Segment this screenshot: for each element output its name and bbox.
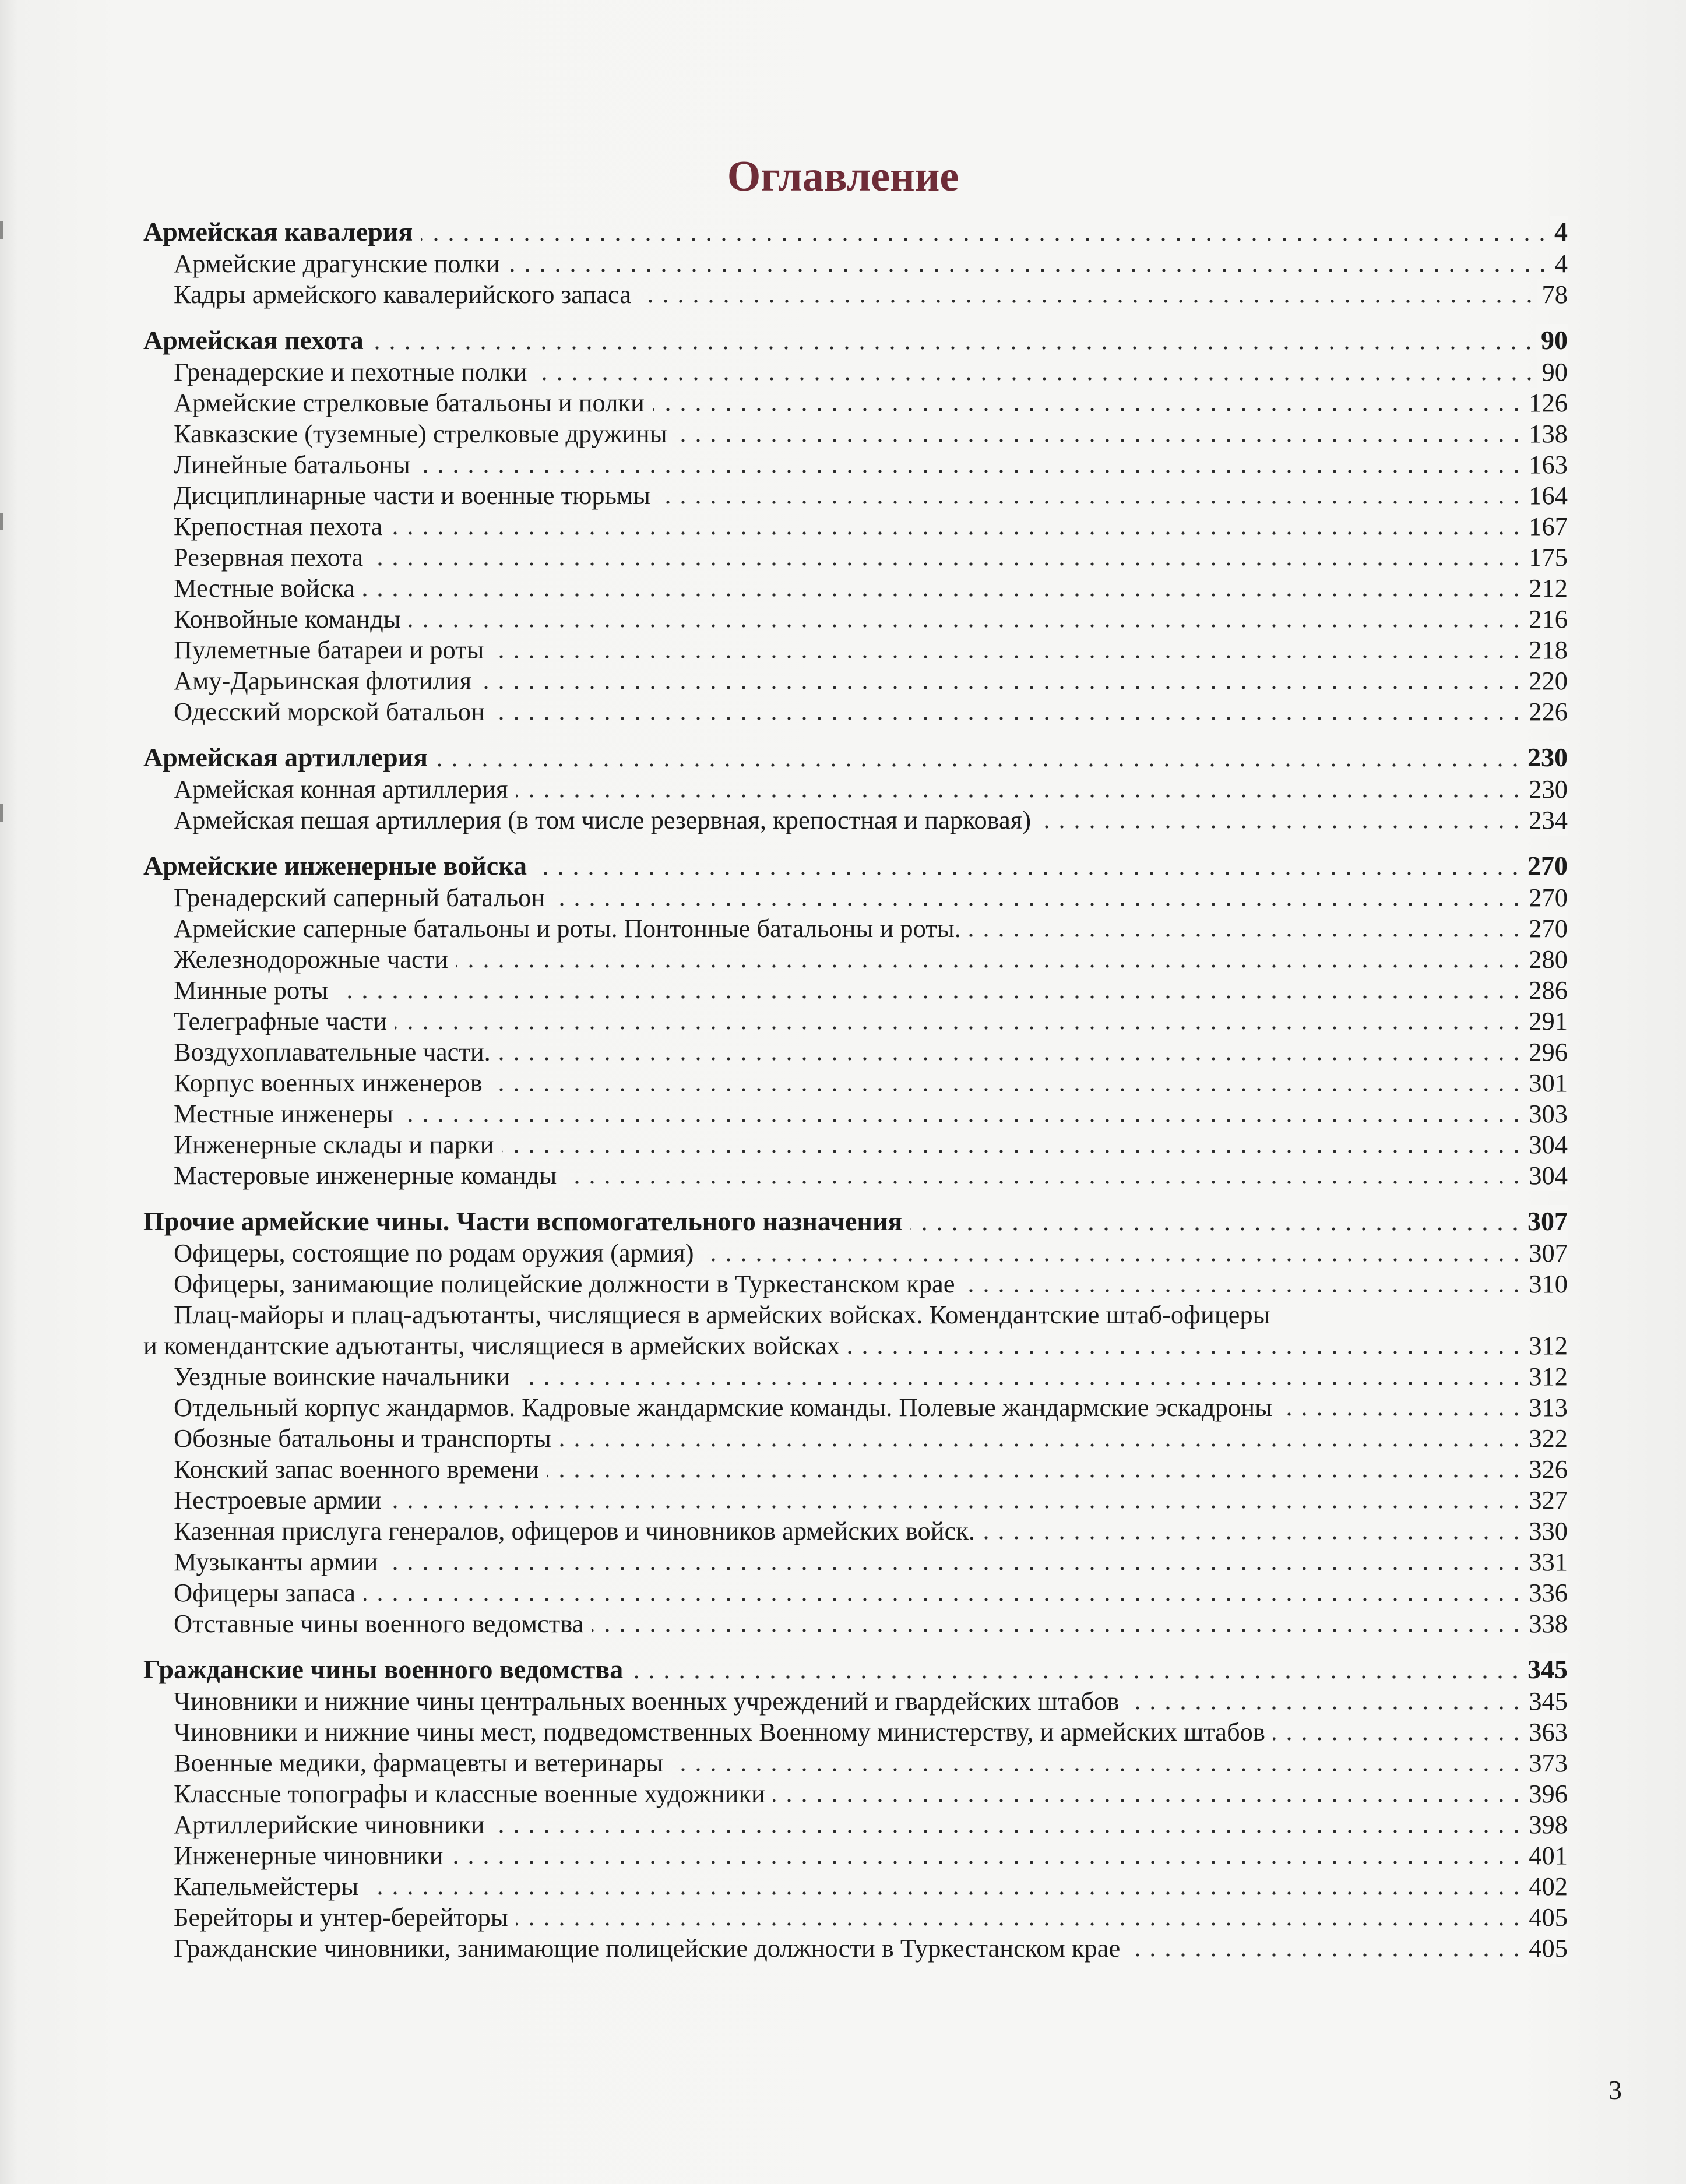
toc-page-number: 304 (1524, 1160, 1568, 1191)
toc-page-number: 338 (1524, 1608, 1568, 1639)
dot-leader (363, 542, 1524, 573)
toc-page-number: 398 (1524, 1809, 1568, 1840)
dot-leader (1265, 1717, 1524, 1748)
toc-entry[interactable] (143, 1902, 1568, 1933)
dot-leader (694, 1238, 1524, 1269)
toc-entry[interactable] (143, 248, 1568, 279)
dot-leader (428, 741, 1523, 774)
toc-page-number: 373 (1524, 1748, 1568, 1778)
toc-entry-label: Минные роты (174, 975, 329, 1005)
toc-entry-label: Чиновники и нижние чины центральных военных учреждений и гвардейских штабов (174, 1686, 1120, 1716)
toc-entry[interactable] (143, 1361, 1568, 1392)
toc-page-number: 280 (1524, 944, 1568, 975)
dot-leader (401, 604, 1524, 635)
dot-leader (491, 1037, 1524, 1068)
toc-entry[interactable] (143, 1933, 1568, 1964)
toc-page-number: 270 (1524, 882, 1568, 913)
toc-entry[interactable] (143, 357, 1568, 388)
toc-entry[interactable] (143, 542, 1568, 573)
dot-leader (551, 1423, 1524, 1454)
dot-leader (583, 1608, 1524, 1639)
toc-entry-label: Мастеровые инженерные команды (174, 1161, 557, 1190)
dot-leader (902, 1205, 1523, 1238)
toc-entry-label: Армейские драгунские полки (174, 249, 500, 278)
toc-entry[interactable] (143, 1037, 1568, 1068)
toc-page-number: 345 (1524, 1686, 1568, 1717)
toc-entry-label: Уездные воинские начальники (174, 1362, 510, 1391)
toc-entry[interactable] (143, 1748, 1568, 1778)
toc-entry-label: Офицеры, занимающие полицейские должности в Туркестанском крае (174, 1269, 955, 1298)
dot-leader (955, 1269, 1524, 1299)
toc-page-number: 312 (1524, 1361, 1568, 1392)
toc-section (143, 1205, 1568, 1639)
toc-entry-label: Офицеры, состоящие по родам оружия (армия) (174, 1238, 694, 1267)
toc-page-number: 4 (1550, 216, 1568, 248)
toc-section (143, 216, 1568, 310)
toc-page-number: 216 (1524, 604, 1568, 635)
toc-entry-label: Армейская пехота (143, 325, 364, 355)
dot-leader (483, 1068, 1524, 1098)
dot-leader (381, 1485, 1524, 1516)
toc-entry-label: Обозные батальоны и транспорты (174, 1424, 551, 1453)
toc-section (143, 741, 1568, 836)
toc-entry[interactable] (143, 1098, 1568, 1129)
toc-page-number: 396 (1524, 1778, 1568, 1809)
toc-section-heading[interactable] (143, 216, 1568, 248)
dot-leader (545, 882, 1524, 913)
toc-entry-label: Нестроевые армии (174, 1485, 382, 1514)
dot-leader (623, 1653, 1523, 1686)
dot-leader (961, 913, 1524, 944)
toc-page-number: 218 (1524, 635, 1568, 665)
toc-entry-label: Казенная прислуга генералов, офицеров и чиновников армейских войск. (174, 1516, 976, 1545)
toc-page-number: 163 (1524, 449, 1568, 480)
toc-entry[interactable] (143, 1485, 1568, 1516)
dot-leader (650, 480, 1524, 511)
toc-entry[interactable] (143, 1577, 1568, 1608)
toc-page-number: 322 (1524, 1423, 1568, 1454)
toc-entry-label: Офицеры запаса (174, 1578, 355, 1607)
dot-leader (484, 635, 1524, 665)
toc-entry-label: Инженерные чиновники (174, 1841, 444, 1870)
toc-entry-label: Конский запас военного времени (174, 1454, 540, 1484)
toc-entry-label: Аму-Дарьинская флотилия (174, 666, 472, 695)
toc-entry-label: Пулеметные батареи и роты (174, 635, 484, 664)
toc-entry[interactable] (143, 480, 1568, 511)
toc-entry[interactable] (143, 1840, 1568, 1871)
toc-page-number: 363 (1524, 1717, 1568, 1748)
toc-section (143, 1653, 1568, 1964)
toc-entry-label: Телеграфные части (174, 1006, 388, 1035)
toc-entry-label: Отставные чины военного ведомства (174, 1609, 584, 1638)
toc-entry[interactable] (143, 573, 1568, 604)
toc-entry-label: Гражданские чины военного ведомства (143, 1654, 624, 1684)
toc-page-number: 78 (1537, 279, 1568, 310)
toc-entry-label: Железнодорожные части (174, 945, 448, 974)
dot-leader (485, 1809, 1524, 1840)
toc-entry-label: Крепостная пехота (174, 512, 383, 541)
toc-page-number: 4 (1550, 248, 1568, 279)
dot-leader (364, 324, 1536, 357)
toc-entry[interactable] (143, 975, 1568, 1006)
toc-page-number: 307 (1523, 1205, 1568, 1238)
toc-entry-label: Армейская пешая артиллерия (в том числе резервная, крепостная и парковая) (174, 805, 1032, 834)
toc-page-number: 326 (1524, 1454, 1568, 1485)
page-title: Оглавление (727, 153, 959, 200)
table-of-contents (143, 216, 1568, 1978)
toc-entry-label: Капельмейстеры (174, 1872, 359, 1901)
toc-entry-continuation[interactable] (143, 1330, 1568, 1361)
toc-page-number: 167 (1524, 511, 1568, 542)
dot-leader (494, 1129, 1524, 1160)
dot-leader (410, 449, 1524, 480)
toc-entry-label: Берейторы и унтер-берейторы (174, 1903, 508, 1932)
toc-entry-label: Армейская артиллерия (143, 742, 428, 772)
dot-leader (667, 418, 1524, 449)
toc-page-number: 310 (1524, 1269, 1568, 1299)
toc-entry[interactable] (143, 1809, 1568, 1840)
toc-entry[interactable] (143, 511, 1568, 542)
toc-page-number: 175 (1524, 542, 1568, 573)
toc-entry[interactable] (143, 882, 1568, 913)
toc-page-number: 336 (1524, 1577, 1568, 1608)
toc-entry-label: Артиллерийские чиновники (174, 1810, 485, 1839)
toc-entry-label: Чиновники и нижние чины мест, подведомственных Военному министерству, и армейских штабов (174, 1717, 1265, 1746)
toc-entry[interactable] (143, 1717, 1568, 1748)
dot-leader (1272, 1392, 1524, 1423)
toc-entry[interactable] (143, 696, 1568, 727)
toc-page-number: 286 (1524, 975, 1568, 1006)
toc-entry-label: Классные топографы и классные военные художники (174, 1779, 765, 1808)
toc-entry[interactable] (143, 1454, 1568, 1485)
toc-entry[interactable] (143, 913, 1568, 944)
toc-section-heading[interactable] (143, 850, 1568, 882)
dot-leader (328, 975, 1524, 1006)
spine-mark (0, 513, 3, 530)
toc-page-number: 331 (1524, 1547, 1568, 1577)
dot-leader (840, 1330, 1524, 1361)
toc-page-number: 296 (1524, 1037, 1568, 1068)
toc-entry-label: Армейские стрелковые батальоны и полки (174, 388, 645, 417)
toc-entry[interactable] (143, 418, 1568, 449)
toc-entry-label: Конвойные команды (174, 604, 401, 633)
toc-entry[interactable] (143, 1547, 1568, 1577)
toc-page-number: 220 (1524, 665, 1568, 696)
toc-entry[interactable] (143, 944, 1568, 975)
dot-leader (765, 1778, 1524, 1809)
toc-entry-label: Резервная пехота (174, 543, 364, 572)
dot-leader (382, 511, 1524, 542)
dot-leader (1031, 805, 1524, 836)
dot-leader (485, 696, 1524, 727)
spine-mark (0, 804, 3, 822)
toc-entry[interactable] (143, 388, 1568, 418)
toc-page-number: 327 (1524, 1485, 1568, 1516)
toc-entry[interactable] (143, 1516, 1568, 1547)
dot-leader (393, 1098, 1524, 1129)
toc-page-number: 270 (1524, 913, 1568, 944)
dot-leader (471, 665, 1524, 696)
dot-leader (378, 1547, 1524, 1577)
toc-section-heading[interactable] (143, 1205, 1568, 1238)
toc-page-number: 90 (1536, 324, 1568, 357)
toc-page-number: 313 (1524, 1392, 1568, 1423)
dot-leader (975, 1516, 1524, 1547)
toc-entry[interactable] (143, 1068, 1568, 1098)
toc-entry-label: Армейские инженерные войска (143, 851, 527, 880)
dot-leader (508, 1902, 1524, 1933)
toc-section-heading[interactable] (143, 1653, 1568, 1686)
toc-page-number: 226 (1524, 696, 1568, 727)
toc-entry[interactable] (143, 1871, 1568, 1902)
page-number: 3 (1608, 2075, 1622, 2105)
dot-leader (387, 1006, 1524, 1037)
toc-entry[interactable] (143, 1269, 1568, 1299)
toc-entry[interactable] (143, 1392, 1568, 1423)
toc-entry-label: Армейская конная артиллерия (174, 774, 508, 804)
toc-page-number: 126 (1524, 388, 1568, 418)
toc-section-heading[interactable] (143, 324, 1568, 357)
toc-entry-label: Линейные батальоны (174, 450, 410, 479)
dot-leader (355, 573, 1524, 604)
dot-leader (355, 1577, 1524, 1608)
spine-mark (0, 221, 3, 239)
toc-page-number: 138 (1524, 418, 1568, 449)
toc-entry-label: Местные инженеры (174, 1099, 393, 1128)
dot-leader (645, 388, 1524, 418)
toc-entry[interactable] (143, 604, 1568, 635)
dot-leader (500, 248, 1550, 279)
toc-entry-label: Армейская кавалерия (143, 217, 413, 246)
toc-page-number: 230 (1523, 741, 1568, 774)
dot-leader (508, 774, 1524, 805)
toc-entry[interactable] (143, 1686, 1568, 1717)
dot-leader (631, 279, 1537, 310)
toc-page-number: 307 (1524, 1238, 1568, 1269)
toc-entry[interactable] (143, 805, 1568, 836)
toc-entry-label: Прочие армейские чины. Части вспомогательного назначения (143, 1206, 903, 1236)
toc-entry[interactable] (143, 1160, 1568, 1191)
toc-page-number: 345 (1523, 1653, 1568, 1686)
toc-entry[interactable] (143, 1129, 1568, 1160)
toc-entry-label: Отдельный корпус жандармов. Кадровые жандармские команды. Полевые жандармские эскадроны (174, 1393, 1272, 1422)
toc-section (143, 324, 1568, 727)
toc-entry[interactable] (143, 1006, 1568, 1037)
dot-leader (358, 1871, 1524, 1902)
toc-entry-label: Инженерные склады и парки (174, 1130, 494, 1159)
toc-page-number: 234 (1524, 805, 1568, 836)
toc-page-number: 330 (1524, 1516, 1568, 1547)
toc-page-number: 270 (1523, 850, 1568, 882)
toc-entry-label: Воздухоплавательные части. (174, 1037, 491, 1066)
toc-page-number: 164 (1524, 480, 1568, 511)
toc-page-number: 402 (1524, 1871, 1568, 1902)
toc-entry-label: Армейские саперные батальоны и роты. Понтонные батальоны и роты. (174, 914, 961, 943)
dot-leader (448, 944, 1524, 975)
toc-entry-label: и комендантские адъютанты, числящиеся в армейских войсках (143, 1331, 840, 1360)
toc-entry-label: Дисциплинарные части и военные тюрьмы (174, 481, 650, 510)
toc-entry[interactable] (143, 449, 1568, 480)
toc-section (143, 850, 1568, 1191)
toc-page-number: 90 (1537, 357, 1568, 388)
toc-entry-label: Военные медики, фармацевты и ветеринары (174, 1748, 664, 1777)
toc-entry-label: Кавказские (туземные) стрелковые дружины (174, 419, 667, 448)
toc-page-number: 291 (1524, 1006, 1568, 1037)
toc-entry[interactable] (143, 1608, 1568, 1639)
toc-entry[interactable] (143, 1423, 1568, 1454)
toc-section-heading[interactable] (143, 741, 1568, 774)
dot-leader (663, 1748, 1524, 1778)
dot-leader (444, 1840, 1524, 1871)
toc-entry[interactable] (143, 1778, 1568, 1809)
toc-entry-label: Музыканты армии (174, 1547, 378, 1576)
toc-page-number: 301 (1524, 1068, 1568, 1098)
toc-entry-label: Кадры армейского кавалерийского запаса (174, 280, 632, 309)
dot-leader (413, 216, 1550, 248)
toc-entry-label: Гренадерский саперный батальон (174, 883, 545, 912)
toc-entry-label: Местные войска (174, 573, 355, 603)
dot-leader (557, 1160, 1524, 1191)
toc-page-number: 212 (1524, 573, 1568, 604)
toc-entry[interactable] (143, 279, 1568, 310)
toc-entry[interactable] (143, 1299, 1568, 1330)
toc-page-number: 312 (1524, 1330, 1568, 1361)
dot-leader (539, 1454, 1524, 1485)
dot-leader (1120, 1933, 1524, 1964)
toc-entry[interactable] (143, 774, 1568, 805)
dot-leader (527, 357, 1537, 388)
dot-leader (510, 1361, 1524, 1392)
dot-leader (527, 850, 1523, 882)
toc-page-number: 401 (1524, 1840, 1568, 1871)
dot-leader (1119, 1686, 1524, 1717)
toc-entry-label: Корпус военных инженеров (174, 1068, 483, 1097)
toc-entry[interactable] (143, 665, 1568, 696)
toc-entry-label: Гражданские чиновники, занимающие полицейские должности в Туркестанском крае (174, 1933, 1121, 1963)
toc-page-number: 230 (1524, 774, 1568, 805)
toc-page-number: 304 (1524, 1129, 1568, 1160)
toc-entry-label: Плац-майоры и плац-адъютанты, числящиеся в армейских войсках. Комендантские штаб-офицеры (174, 1300, 1270, 1329)
toc-page-number: 405 (1524, 1933, 1568, 1964)
toc-entry-label: Одесский морской батальон (174, 697, 485, 726)
toc-entry[interactable] (143, 1238, 1568, 1269)
toc-entry-label: Гренадерские и пехотные полки (174, 357, 527, 386)
toc-page-number: 405 (1524, 1902, 1568, 1933)
toc-entry[interactable] (143, 635, 1568, 665)
toc-page-number: 303 (1524, 1098, 1568, 1129)
